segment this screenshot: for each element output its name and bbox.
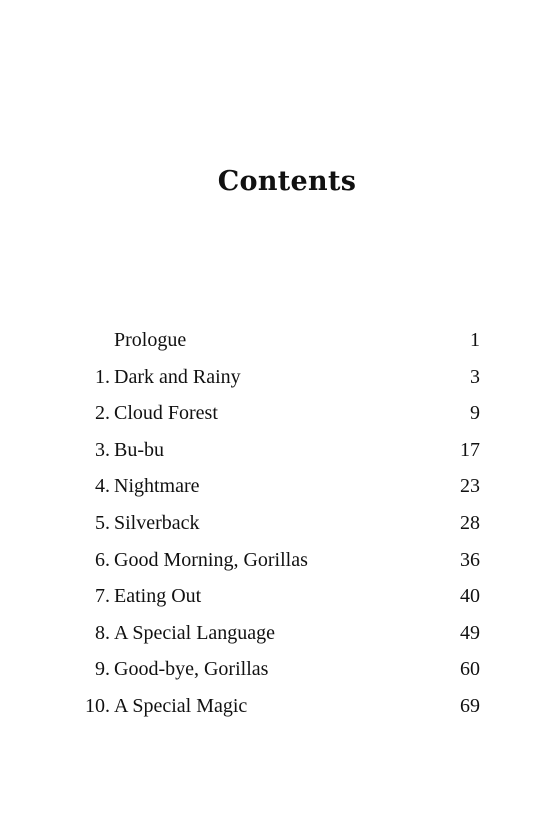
page-title: Contents <box>217 166 357 197</box>
toc-entry-page: 40 <box>460 585 480 608</box>
toc-entry-page: 36 <box>460 548 480 571</box>
toc-entry-number: 5. <box>95 511 110 534</box>
toc-entry-page: 1 <box>470 329 480 351</box>
toc-entry-title: Nightmare <box>114 475 200 498</box>
toc-entry <box>80 615 480 652</box>
toc-entry-title: Eating Out <box>114 585 202 608</box>
toc-entry-number: 4. <box>95 475 110 498</box>
toc-entry-number: 1. <box>95 365 110 388</box>
toc-entry <box>80 651 480 688</box>
toc-entry-number: 8. <box>95 621 110 644</box>
toc-entry-title: Silverback <box>114 511 200 534</box>
toc-entry-page: 3 <box>470 365 480 388</box>
toc-entry-number: 9. <box>95 658 110 681</box>
toc-entry <box>80 578 480 615</box>
toc-entry <box>80 359 480 396</box>
toc-entry-page: 9 <box>470 402 480 425</box>
toc-entry-number: 10. <box>85 694 110 717</box>
toc-entry-number: 3. <box>95 438 110 461</box>
toc-entry <box>80 468 480 505</box>
toc-entry-number: 7. <box>95 585 110 608</box>
toc-entry-title: Dark and Rainy <box>114 365 241 388</box>
toc-entry <box>80 432 480 469</box>
table-of-contents <box>80 322 480 725</box>
toc-entry-title: A Special Language <box>114 621 276 644</box>
toc-entry <box>80 395 480 432</box>
toc-entry-title: A Special Magic <box>114 694 248 717</box>
toc-entry-title: Good Morning, Gorillas <box>114 548 308 571</box>
toc-entry <box>80 505 480 542</box>
toc-entry-title: Good-bye, Gorillas <box>114 658 269 681</box>
toc-entry-page: 49 <box>460 621 480 644</box>
toc-entry-title: Cloud Forest <box>114 402 218 425</box>
toc-entry-number: 6. <box>95 548 110 571</box>
toc-entry <box>80 322 480 359</box>
toc-entry-page: 69 <box>460 694 480 717</box>
toc-entry-page: 17 <box>460 438 480 461</box>
toc-entry <box>80 688 480 725</box>
toc-entry-page: 28 <box>460 511 480 534</box>
toc-entry-number: 2. <box>95 402 110 425</box>
toc-entry-page: 23 <box>460 475 480 498</box>
toc-entry-title: Prologue <box>114 329 187 351</box>
toc-entry <box>80 542 480 579</box>
toc-entry-page: 60 <box>460 658 480 681</box>
toc-entry-title: Bu-bu <box>114 438 164 461</box>
